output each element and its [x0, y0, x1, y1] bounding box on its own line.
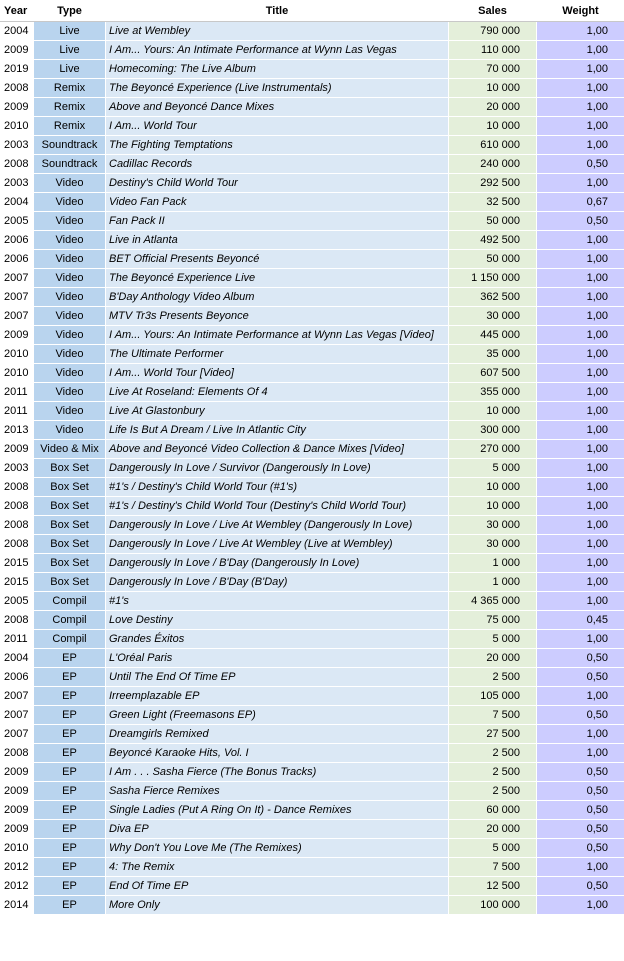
- cell-title: 4: The Remix: [106, 858, 449, 877]
- cell-title: Video Fan Pack: [106, 193, 449, 212]
- cell-weight: 1,00: [537, 41, 624, 60]
- cell-type: EP: [34, 820, 106, 839]
- table-row: [1, 212, 624, 231]
- cell-sales: 30 000: [449, 535, 537, 554]
- cell-type: Video: [34, 364, 106, 383]
- table-row: [1, 288, 624, 307]
- table-body: [1, 22, 624, 915]
- cell-weight: 0,67: [537, 193, 624, 212]
- header-year: Year: [1, 1, 34, 22]
- cell-year: 2004: [1, 22, 34, 41]
- cell-type: Video: [34, 174, 106, 193]
- cell-year: 2008: [1, 611, 34, 630]
- table-row: [1, 307, 624, 326]
- cell-sales: 610 000: [449, 136, 537, 155]
- cell-year: 2008: [1, 516, 34, 535]
- cell-year: 2006: [1, 231, 34, 250]
- cell-weight: 1,00: [537, 725, 624, 744]
- table-row: [1, 573, 624, 592]
- cell-title: Irreemplazable EP: [106, 687, 449, 706]
- cell-weight: 1,00: [537, 516, 624, 535]
- cell-sales: 492 500: [449, 231, 537, 250]
- cell-sales: 70 000: [449, 60, 537, 79]
- table-row: [1, 193, 624, 212]
- cell-weight: 1,00: [537, 288, 624, 307]
- cell-year: 2010: [1, 364, 34, 383]
- cell-sales: 270 000: [449, 440, 537, 459]
- cell-title: Live in Atlanta: [106, 231, 449, 250]
- cell-weight: 1,00: [537, 22, 624, 41]
- cell-sales: 1 000: [449, 573, 537, 592]
- cell-type: EP: [34, 896, 106, 915]
- cell-sales: 20 000: [449, 649, 537, 668]
- cell-title: Diva EP: [106, 820, 449, 839]
- cell-title: Above and Beyoncé Video Collection & Dance Mixes [Video]: [106, 440, 449, 459]
- cell-year: 2008: [1, 497, 34, 516]
- cell-type: EP: [34, 649, 106, 668]
- cell-type: Video: [34, 212, 106, 231]
- table-row: [1, 858, 624, 877]
- cell-sales: 30 000: [449, 307, 537, 326]
- table-row: [1, 459, 624, 478]
- table-row: [1, 269, 624, 288]
- cell-weight: 1,00: [537, 554, 624, 573]
- cell-sales: 50 000: [449, 250, 537, 269]
- cell-year: 2010: [1, 839, 34, 858]
- cell-type: EP: [34, 706, 106, 725]
- cell-title: I Am... World Tour [Video]: [106, 364, 449, 383]
- cell-year: 2015: [1, 573, 34, 592]
- cell-year: 2011: [1, 402, 34, 421]
- table-row: [1, 535, 624, 554]
- cell-title: Beyoncé Karaoke Hits, Vol. I: [106, 744, 449, 763]
- cell-year: 2006: [1, 250, 34, 269]
- cell-weight: 1,00: [537, 326, 624, 345]
- cell-weight: 1,00: [537, 535, 624, 554]
- cell-type: EP: [34, 763, 106, 782]
- cell-title: More Only: [106, 896, 449, 915]
- table-row: [1, 801, 624, 820]
- cell-title: Destiny's Child World Tour: [106, 174, 449, 193]
- cell-title: Dangerously In Love / Survivor (Dangerously In Love): [106, 459, 449, 478]
- cell-year: 2013: [1, 421, 34, 440]
- table-row: [1, 839, 624, 858]
- table-row: [1, 896, 624, 915]
- cell-year: 2009: [1, 41, 34, 60]
- cell-sales: 1 150 000: [449, 269, 537, 288]
- cell-weight: 1,00: [537, 573, 624, 592]
- cell-year: 2007: [1, 706, 34, 725]
- cell-sales: 10 000: [449, 478, 537, 497]
- cell-title: #1's / Destiny's Child World Tour (#1's): [106, 478, 449, 497]
- table-row: [1, 326, 624, 345]
- header-title: Title: [106, 1, 449, 22]
- table-row: [1, 22, 624, 41]
- cell-sales: 27 500: [449, 725, 537, 744]
- cell-sales: 2 500: [449, 782, 537, 801]
- cell-year: 2009: [1, 801, 34, 820]
- cell-weight: 1,00: [537, 136, 624, 155]
- cell-weight: 0,50: [537, 155, 624, 174]
- cell-type: Box Set: [34, 535, 106, 554]
- cell-title: Sasha Fierce Remixes: [106, 782, 449, 801]
- cell-type: EP: [34, 858, 106, 877]
- cell-year: 2008: [1, 535, 34, 554]
- cell-type: Video: [34, 288, 106, 307]
- table-row: [1, 440, 624, 459]
- cell-year: 2009: [1, 820, 34, 839]
- cell-type: EP: [34, 877, 106, 896]
- cell-year: 2009: [1, 763, 34, 782]
- cell-sales: 5 000: [449, 459, 537, 478]
- cell-year: 2007: [1, 725, 34, 744]
- table-row: [1, 117, 624, 136]
- cell-sales: 2 500: [449, 744, 537, 763]
- cell-sales: 240 000: [449, 155, 537, 174]
- cell-sales: 292 500: [449, 174, 537, 193]
- table-row: [1, 516, 624, 535]
- cell-weight: 1,00: [537, 858, 624, 877]
- cell-year: 2012: [1, 877, 34, 896]
- table-row: [1, 41, 624, 60]
- header-sales: Sales: [449, 1, 537, 22]
- cell-type: Remix: [34, 79, 106, 98]
- table-row: [1, 345, 624, 364]
- cell-type: EP: [34, 668, 106, 687]
- cell-weight: 1,00: [537, 421, 624, 440]
- cell-weight: 1,00: [537, 497, 624, 516]
- cell-type: Video: [34, 402, 106, 421]
- table-row: [1, 649, 624, 668]
- cell-type: Live: [34, 60, 106, 79]
- cell-sales: 5 000: [449, 839, 537, 858]
- cell-sales: 30 000: [449, 516, 537, 535]
- cell-type: Box Set: [34, 459, 106, 478]
- cell-sales: 1 000: [449, 554, 537, 573]
- cell-year: 2009: [1, 440, 34, 459]
- cell-sales: 355 000: [449, 383, 537, 402]
- table-row: [1, 668, 624, 687]
- cell-title: Why Don't You Love Me (The Remixes): [106, 839, 449, 858]
- cell-year: 2009: [1, 326, 34, 345]
- cell-weight: 1,00: [537, 383, 624, 402]
- cell-year: 2004: [1, 193, 34, 212]
- cell-sales: 35 000: [449, 345, 537, 364]
- table-row: [1, 79, 624, 98]
- cell-type: Box Set: [34, 516, 106, 535]
- table-row: [1, 136, 624, 155]
- cell-sales: 10 000: [449, 117, 537, 136]
- table-row: [1, 782, 624, 801]
- cell-type: Video & Mix: [34, 440, 106, 459]
- cell-type: Remix: [34, 98, 106, 117]
- cell-title: Dangerously In Love / B'Day (Dangerously In Love): [106, 554, 449, 573]
- cell-title: The Fighting Temptations: [106, 136, 449, 155]
- cell-year: 2007: [1, 687, 34, 706]
- cell-sales: 5 000: [449, 630, 537, 649]
- cell-weight: 1,00: [537, 687, 624, 706]
- cell-weight: 1,00: [537, 478, 624, 497]
- cell-title: Single Ladies (Put A Ring On It) - Dance Remixes: [106, 801, 449, 820]
- cell-title: Until The End Of Time EP: [106, 668, 449, 687]
- table-row: [1, 611, 624, 630]
- cell-type: Video: [34, 345, 106, 364]
- cell-weight: 0,45: [537, 611, 624, 630]
- table-row: [1, 364, 624, 383]
- cell-type: Compil: [34, 611, 106, 630]
- cell-weight: 1,00: [537, 592, 624, 611]
- cell-year: 2008: [1, 744, 34, 763]
- cell-type: EP: [34, 782, 106, 801]
- header-type: Type: [34, 1, 106, 22]
- table-row: [1, 155, 624, 174]
- cell-type: Live: [34, 41, 106, 60]
- cell-year: 2003: [1, 174, 34, 193]
- cell-weight: 1,00: [537, 269, 624, 288]
- cell-year: 2010: [1, 117, 34, 136]
- cell-sales: 362 500: [449, 288, 537, 307]
- cell-title: I Am... Yours: An Intimate Performance at Wynn Las Vegas [Video]: [106, 326, 449, 345]
- cell-title: I Am . . . Sasha Fierce (The Bonus Tracks): [106, 763, 449, 782]
- cell-year: 2014: [1, 896, 34, 915]
- table-row: [1, 706, 624, 725]
- cell-title: Green Light (Freemasons EP): [106, 706, 449, 725]
- cell-sales: 2 500: [449, 763, 537, 782]
- cell-type: Soundtrack: [34, 136, 106, 155]
- cell-title: Dangerously In Love / B'Day (B'Day): [106, 573, 449, 592]
- cell-type: EP: [34, 725, 106, 744]
- cell-title: The Beyoncé Experience (Live Instrumentals): [106, 79, 449, 98]
- header-row: [1, 1, 624, 22]
- cell-title: #1's: [106, 592, 449, 611]
- cell-title: Homecoming: The Live Album: [106, 60, 449, 79]
- cell-title: Fan Pack II: [106, 212, 449, 231]
- cell-weight: 0,50: [537, 212, 624, 231]
- cell-weight: 0,50: [537, 801, 624, 820]
- cell-weight: 1,00: [537, 345, 624, 364]
- cell-title: MTV Tr3s Presents Beyonce: [106, 307, 449, 326]
- cell-type: Video: [34, 326, 106, 345]
- cell-weight: 1,00: [537, 896, 624, 915]
- table-row: [1, 174, 624, 193]
- cell-type: Box Set: [34, 497, 106, 516]
- table-row: [1, 877, 624, 896]
- cell-sales: 607 500: [449, 364, 537, 383]
- cell-year: 2011: [1, 383, 34, 402]
- cell-title: The Beyoncé Experience Live: [106, 269, 449, 288]
- cell-type: Video: [34, 307, 106, 326]
- cell-sales: 445 000: [449, 326, 537, 345]
- cell-type: Video: [34, 231, 106, 250]
- table-row: [1, 98, 624, 117]
- cell-sales: 50 000: [449, 212, 537, 231]
- cell-weight: 0,50: [537, 782, 624, 801]
- table-row: [1, 630, 624, 649]
- table-row: [1, 820, 624, 839]
- cell-year: 2004: [1, 649, 34, 668]
- cell-sales: 790 000: [449, 22, 537, 41]
- cell-type: EP: [34, 744, 106, 763]
- cell-year: 2009: [1, 98, 34, 117]
- cell-type: Video: [34, 383, 106, 402]
- cell-type: Video: [34, 193, 106, 212]
- cell-weight: 0,50: [537, 649, 624, 668]
- cell-year: 2009: [1, 782, 34, 801]
- cell-year: 2008: [1, 79, 34, 98]
- cell-title: I Am... Yours: An Intimate Performance at Wynn Las Vegas: [106, 41, 449, 60]
- table-row: [1, 763, 624, 782]
- cell-weight: 1,00: [537, 440, 624, 459]
- cell-title: L'Oréal Paris: [106, 649, 449, 668]
- cell-type: Video: [34, 421, 106, 440]
- table-row: [1, 60, 624, 79]
- table-header: [1, 1, 624, 22]
- cell-title: Dangerously In Love / Live At Wembley (Live at Wembley): [106, 535, 449, 554]
- cell-title: Dreamgirls Remixed: [106, 725, 449, 744]
- cell-sales: 32 500: [449, 193, 537, 212]
- table-row: [1, 421, 624, 440]
- cell-weight: 1,00: [537, 98, 624, 117]
- table-row: [1, 478, 624, 497]
- cell-sales: 20 000: [449, 820, 537, 839]
- cell-weight: 1,00: [537, 459, 624, 478]
- cell-weight: 0,50: [537, 820, 624, 839]
- cell-sales: 7 500: [449, 858, 537, 877]
- cell-title: #1's / Destiny's Child World Tour (Destiny's Child World Tour): [106, 497, 449, 516]
- cell-sales: 10 000: [449, 497, 537, 516]
- table-row: [1, 744, 624, 763]
- cell-year: 2003: [1, 136, 34, 155]
- cell-sales: 20 000: [449, 98, 537, 117]
- cell-sales: 60 000: [449, 801, 537, 820]
- cell-type: Video: [34, 269, 106, 288]
- cell-weight: 1,00: [537, 364, 624, 383]
- cell-year: 2006: [1, 668, 34, 687]
- cell-weight: 1,00: [537, 307, 624, 326]
- header-weight: Weight: [537, 1, 624, 22]
- cell-year: 2008: [1, 478, 34, 497]
- cell-year: 2007: [1, 288, 34, 307]
- table-row: [1, 687, 624, 706]
- cell-title: Grandes Éxitos: [106, 630, 449, 649]
- cell-type: Box Set: [34, 554, 106, 573]
- cell-year: 2007: [1, 307, 34, 326]
- cell-type: Soundtrack: [34, 155, 106, 174]
- cell-title: Life Is But A Dream / Live In Atlantic City: [106, 421, 449, 440]
- table-row: [1, 402, 624, 421]
- cell-year: 2012: [1, 858, 34, 877]
- cell-year: 2015: [1, 554, 34, 573]
- cell-sales: 10 000: [449, 79, 537, 98]
- cell-type: Remix: [34, 117, 106, 136]
- cell-year: 2007: [1, 269, 34, 288]
- cell-type: Box Set: [34, 478, 106, 497]
- cell-year: 2005: [1, 592, 34, 611]
- cell-title: End Of Time EP: [106, 877, 449, 896]
- cell-title: Live At Glastonbury: [106, 402, 449, 421]
- cell-type: EP: [34, 687, 106, 706]
- cell-title: Live at Wembley: [106, 22, 449, 41]
- cell-year: 2008: [1, 155, 34, 174]
- cell-title: I Am... World Tour: [106, 117, 449, 136]
- cell-type: EP: [34, 801, 106, 820]
- cell-type: Compil: [34, 592, 106, 611]
- cell-type: EP: [34, 839, 106, 858]
- cell-weight: 0,50: [537, 839, 624, 858]
- cell-title: BET Official Presents Beyoncé: [106, 250, 449, 269]
- cell-sales: 2 500: [449, 668, 537, 687]
- cell-year: 2011: [1, 630, 34, 649]
- table-row: [1, 592, 624, 611]
- cell-title: Above and Beyoncé Dance Mixes: [106, 98, 449, 117]
- cell-title: The Ultimate Performer: [106, 345, 449, 364]
- cell-weight: 1,00: [537, 402, 624, 421]
- cell-weight: 1,00: [537, 174, 624, 193]
- cell-type: Compil: [34, 630, 106, 649]
- cell-sales: 12 500: [449, 877, 537, 896]
- cell-sales: 10 000: [449, 402, 537, 421]
- cell-weight: 0,50: [537, 763, 624, 782]
- cell-title: B'Day Anthology Video Album: [106, 288, 449, 307]
- cell-type: Live: [34, 22, 106, 41]
- cell-weight: 1,00: [537, 744, 624, 763]
- cell-year: 2003: [1, 459, 34, 478]
- cell-sales: 7 500: [449, 706, 537, 725]
- cell-title: Live At Roseland: Elements Of 4: [106, 383, 449, 402]
- cell-title: Cadillac Records: [106, 155, 449, 174]
- cell-sales: 75 000: [449, 611, 537, 630]
- cell-weight: 1,00: [537, 250, 624, 269]
- table-row: [1, 383, 624, 402]
- cell-weight: 0,50: [537, 668, 624, 687]
- cell-sales: 300 000: [449, 421, 537, 440]
- cell-type: Box Set: [34, 573, 106, 592]
- cell-year: 2019: [1, 60, 34, 79]
- cell-sales: 110 000: [449, 41, 537, 60]
- cell-weight: 1,00: [537, 60, 624, 79]
- table-row: [1, 725, 624, 744]
- cell-weight: 0,50: [537, 877, 624, 896]
- cell-year: 2005: [1, 212, 34, 231]
- cell-type: Video: [34, 250, 106, 269]
- cell-weight: 1,00: [537, 231, 624, 250]
- cell-sales: 4 365 000: [449, 592, 537, 611]
- cell-weight: 0,50: [537, 706, 624, 725]
- cell-sales: 105 000: [449, 687, 537, 706]
- table-row: [1, 554, 624, 573]
- cell-weight: 1,00: [537, 630, 624, 649]
- table-row: [1, 250, 624, 269]
- cell-year: 2010: [1, 345, 34, 364]
- table-row: [1, 497, 624, 516]
- cell-weight: 1,00: [537, 117, 624, 136]
- cell-title: Dangerously In Love / Live At Wembley (Dangerously In Love): [106, 516, 449, 535]
- cell-weight: 1,00: [537, 79, 624, 98]
- cell-title: Love Destiny: [106, 611, 449, 630]
- table-row: [1, 231, 624, 250]
- cell-sales: 100 000: [449, 896, 537, 915]
